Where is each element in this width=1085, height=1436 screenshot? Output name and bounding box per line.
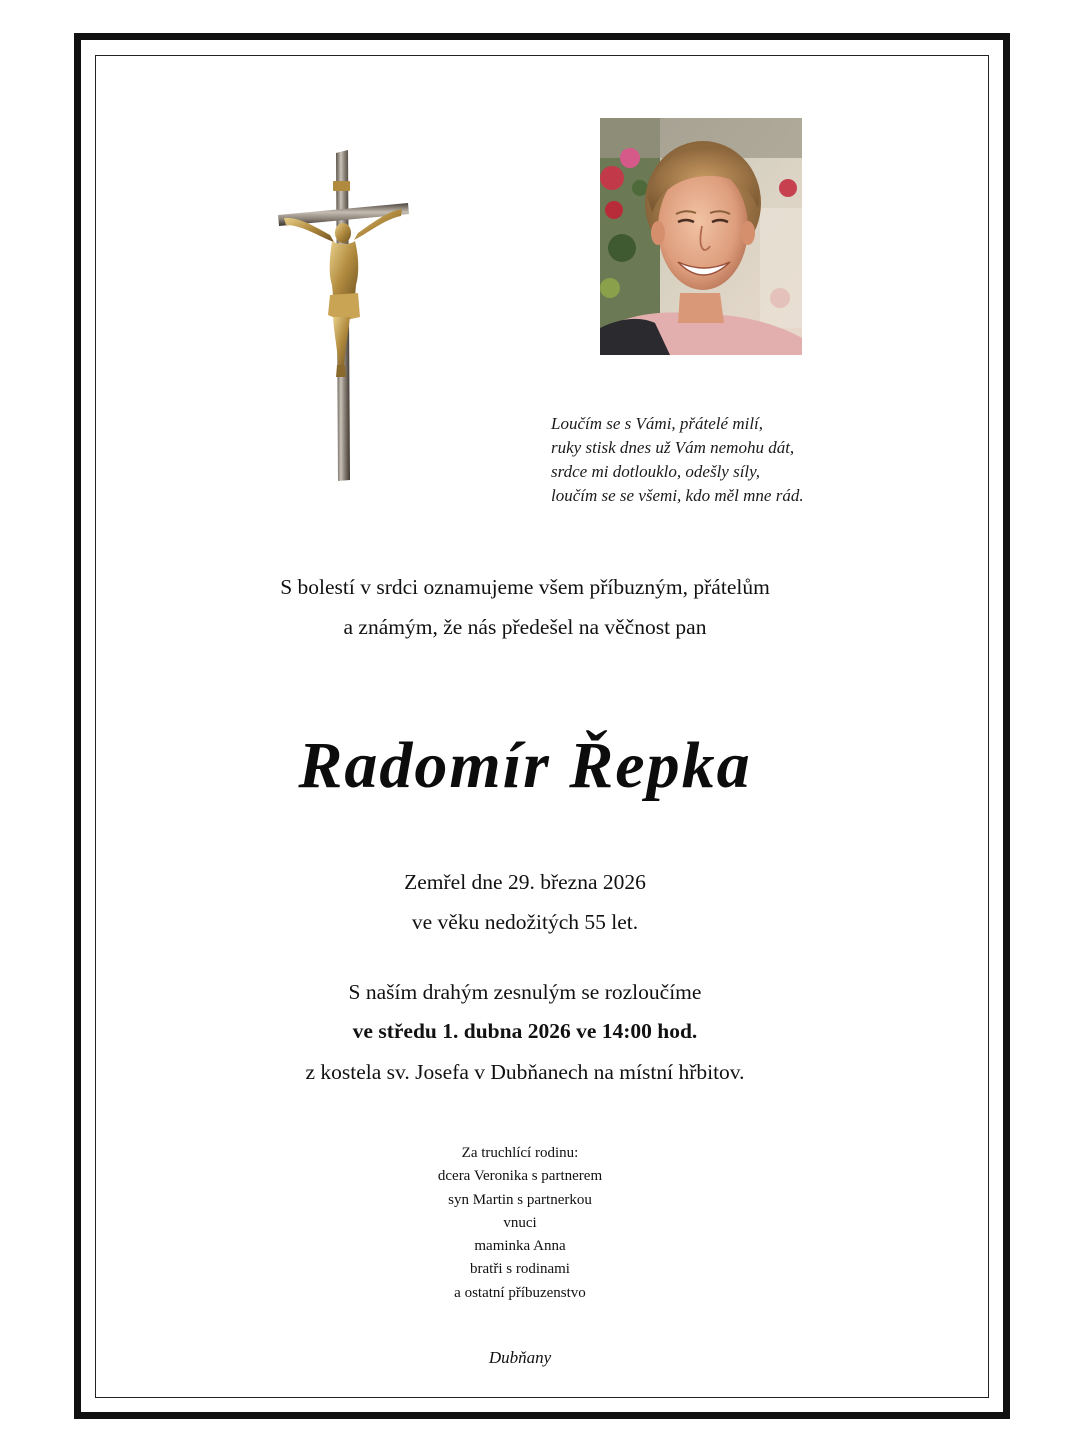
announcement-line-1: S bolestí v srdci oznamujeme všem příbuzným, přátelům bbox=[280, 575, 770, 599]
ceremony-datetime: ve středu 1. dubna 2026 ve 14:00 hod. bbox=[352, 1019, 698, 1043]
death-date: Zemřel dne 29. března 2026 bbox=[404, 870, 646, 894]
crucifix-icon bbox=[270, 145, 415, 490]
poem-line: loučím se se všemi, kdo měl mne rád. bbox=[551, 486, 804, 505]
announcement-line-2: a známým, že nás předešel na věčnost pan bbox=[343, 615, 707, 639]
portrait-photo bbox=[600, 118, 802, 355]
family-line: dcera Veronika s partnerem bbox=[437, 1168, 603, 1185]
family-line: syn Martin s partnerkou bbox=[448, 1191, 592, 1208]
death-age: ve věku nedožitých 55 let. bbox=[411, 910, 639, 934]
mourning-family bbox=[320, 1142, 720, 1305]
poem-line: srdce mi dotlouklo, odešly síly, bbox=[551, 462, 761, 481]
poem-line: ruky stisk dnes už Vám nemohu dát, bbox=[551, 438, 795, 457]
ceremony-intro: S naším drahým zesnulým se rozloučíme bbox=[348, 980, 702, 1004]
family-line: vnuci bbox=[503, 1214, 537, 1231]
poem bbox=[551, 412, 911, 508]
poem-line: Loučím se s Vámi, přátelé milí, bbox=[551, 414, 764, 433]
ceremony-location: z kostela sv. Josefa v Dubňanech na místní hřbitov. bbox=[305, 1060, 745, 1084]
family-line: maminka Anna bbox=[474, 1238, 566, 1255]
family-line: a ostatní příbuzenstvo bbox=[454, 1284, 586, 1301]
place-name: Dubňany bbox=[488, 1348, 552, 1367]
deceased-name: Radomír Řepka bbox=[298, 729, 752, 802]
family-line: Za truchlící rodinu: bbox=[461, 1145, 579, 1161]
family-line: bratři s rodinami bbox=[470, 1261, 570, 1278]
